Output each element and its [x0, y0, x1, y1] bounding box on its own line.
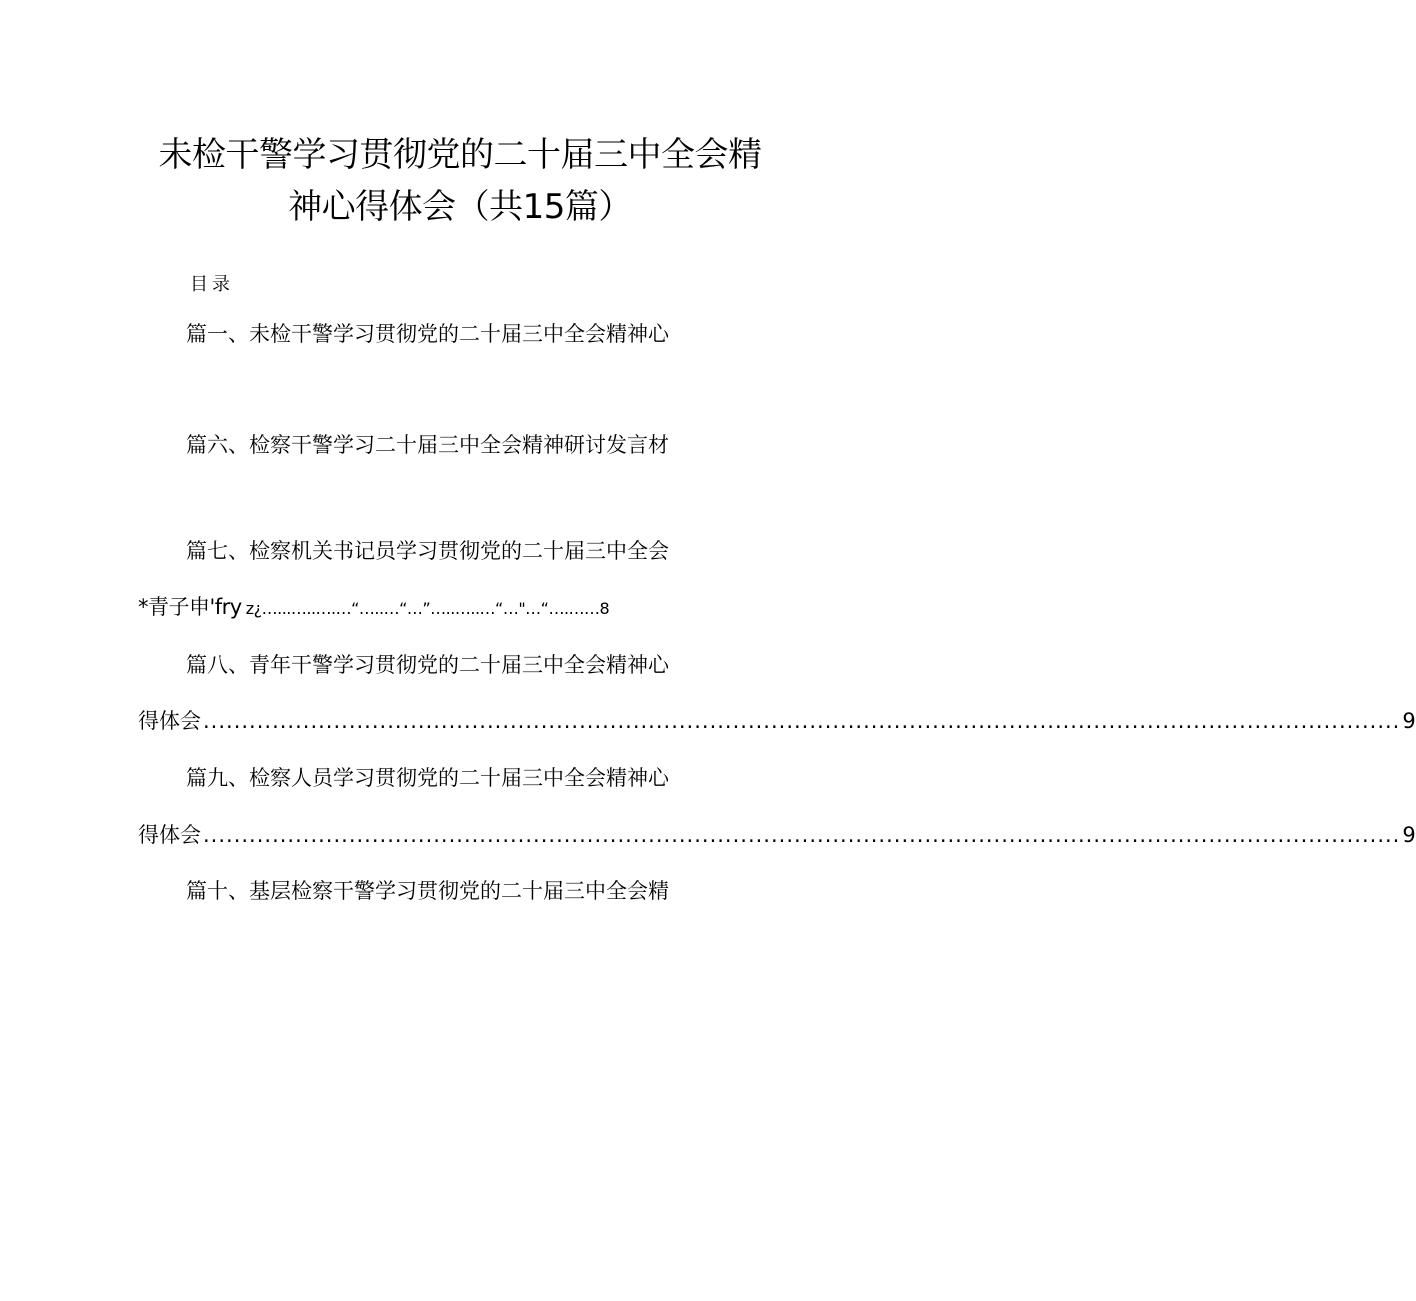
toc-entry-1[interactable]: 篇一、未检干警学习贯彻党的二十届三中全会精神心 — [186, 322, 669, 346]
toc-entry-7-leader-and-page: z¿…...…..….…“…..…“…”…..…..…“…"…“….……8 — [245, 599, 610, 618]
toc-entry-7-continuation[interactable] — [138, 597, 609, 618]
toc-entry-7[interactable]: 篇七、检察机关书记员学习贯彻党的二十届三中全会 — [186, 539, 669, 563]
toc-entry-8-page-number: 9 — [1402, 709, 1416, 733]
dot-leader: ............................................................................................................................................................ — [203, 709, 1401, 733]
toc-entry-9-continuation-text: 得体会 — [138, 823, 201, 847]
document-title-line-1: 未检干警学习贯彻党的二十届三中全会精 — [158, 135, 762, 175]
toc-entry-9-page-number: 9 — [1402, 823, 1416, 847]
dot-leader: ............................................................................................................................................................ — [203, 823, 1401, 847]
toc-entry-8[interactable]: 篇八、青年干警学习贯彻党的二十届三中全会精神心 — [186, 653, 669, 677]
toc-entry-10[interactable]: 篇十、基层检察干警学习贯彻党的二十届三中全会精 — [186, 879, 669, 903]
toc-heading: 目录 — [190, 274, 234, 295]
toc-entry-9[interactable]: 篇九、检察人员学习贯彻党的二十届三中全会精神心 — [186, 766, 669, 790]
document-title-line-2: 神心得体会（共15篇） — [288, 187, 632, 227]
toc-entry-7-continuation-text: *青子申'fry — [138, 595, 242, 619]
toc-entry-9-continuation[interactable] — [138, 823, 1416, 847]
toc-entry-6[interactable]: 篇六、检察干警学习二十届三中全会精神研讨发言材 — [186, 433, 669, 457]
toc-entry-8-continuation[interactable] — [138, 709, 1416, 733]
toc-entry-8-continuation-text: 得体会 — [138, 709, 201, 733]
